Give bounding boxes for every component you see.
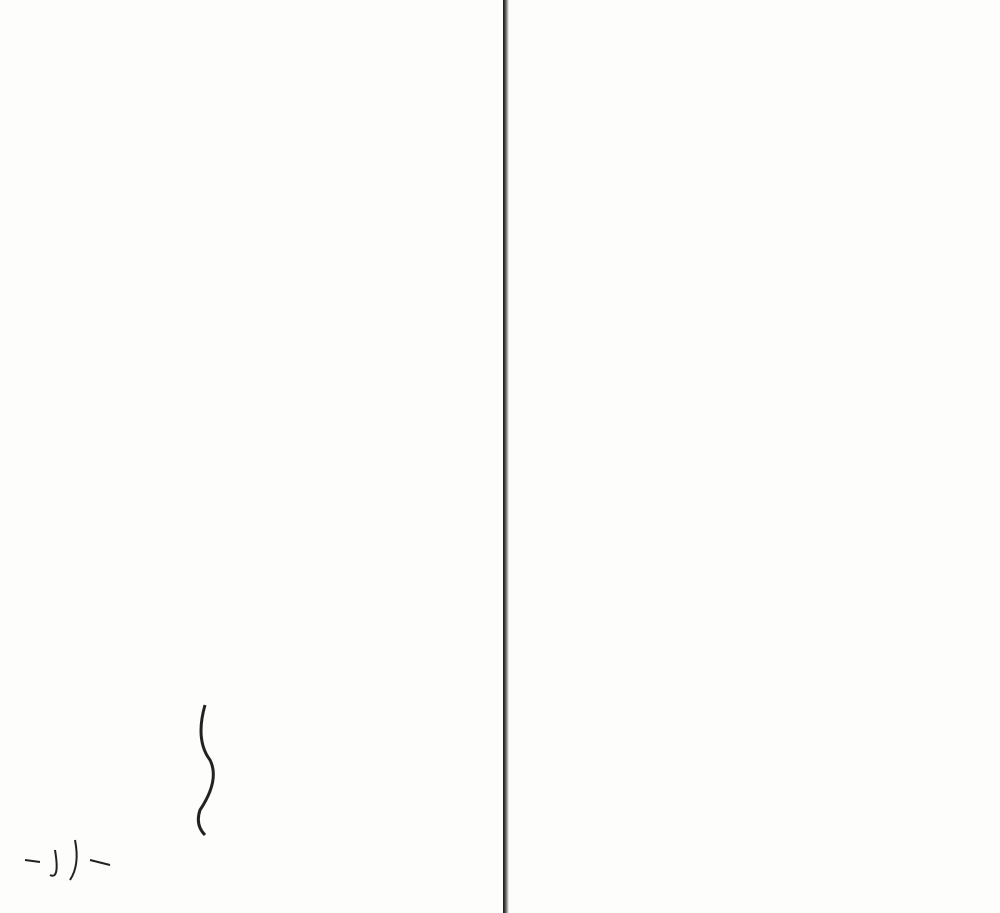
brush-scribble-mark — [20, 820, 140, 890]
right-page — [503, 0, 1000, 913]
brush-stroke-mark — [185, 700, 225, 840]
